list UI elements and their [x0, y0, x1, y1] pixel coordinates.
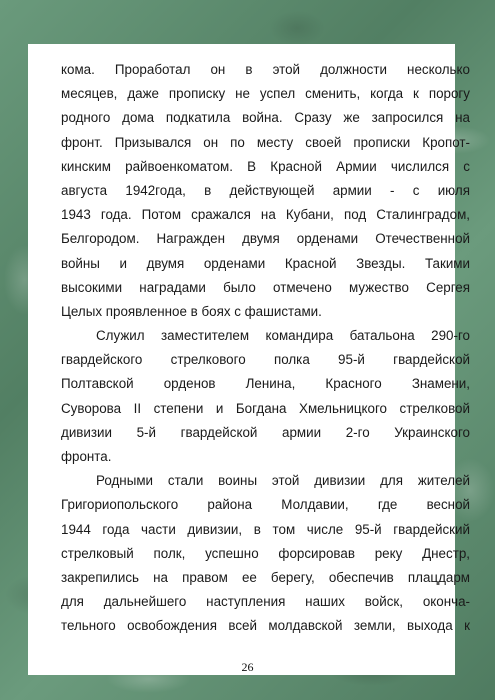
text-line: Суворова II степени и Богдана Хмельницкого стрелковой	[61, 400, 470, 416]
text-line: для дальнейшего наступления наших войск, оконча-	[61, 594, 470, 610]
page-sheet	[28, 44, 470, 675]
text-line: Григориопольского района Молдавии, где весной	[61, 497, 470, 513]
text-line: августа 1942года, в действующей армии - с июля	[61, 182, 470, 198]
text-line: дивизии 5-й гвардейской армии 2-го Украинского	[61, 424, 470, 440]
paragraph	[61, 58, 470, 324]
text-line: войны и двумя орденами Красной Звезды. Такими	[61, 255, 470, 271]
text-line: Служил заместителем командира батальона 290-го	[96, 328, 470, 344]
text-line: высокими наградами было отмечено мужество Сергея	[61, 279, 470, 295]
text-line: тельного освобождения всей молдавской земли, выхода к	[61, 618, 470, 634]
text-line: закрепились на правом ее берегу, обеспечив плацдарм	[61, 569, 470, 585]
text-line: кинским райвоенкоматом. В Красной Армии числился с	[61, 158, 470, 174]
text-line: Белгородом. Награжден двумя орденами Отечественной	[61, 231, 470, 247]
text-line: стрелковый полк, успешно форсировав реку Днестр,	[61, 545, 470, 561]
text-line: гвардейского стрелкового полка 95-й гвардейской	[61, 352, 470, 368]
text-line: 1943 года. Потом сражался на Кубани, под Сталинградом,	[61, 207, 470, 223]
text-line: кома. Проработал он в этой должности несколько	[61, 62, 470, 77]
text-line: Полтавской орденов Ленина, Красного Знамени,	[61, 376, 470, 392]
paragraph	[61, 324, 470, 469]
text-line: Целых проявленное в боях с фашистами.	[61, 303, 322, 319]
page-number: 26	[241, 660, 254, 674]
text-line: 1944 года части дивизии, в том числе 95-й гвардейский	[61, 521, 470, 537]
text-line: месяцев, даже прописку не успел сменить, когда к порогу	[61, 86, 470, 102]
text-line: фронт. Призывался он по месту своей прописки Кропот-	[61, 134, 470, 150]
text-line: Родными стали воины этой дивизии для жителей	[96, 473, 470, 489]
text-line: фронта.	[61, 449, 112, 464]
body-text	[61, 58, 470, 639]
paragraph	[61, 469, 470, 638]
text-line: родного дома подкатила война. Сразу же запросился на	[61, 110, 470, 126]
